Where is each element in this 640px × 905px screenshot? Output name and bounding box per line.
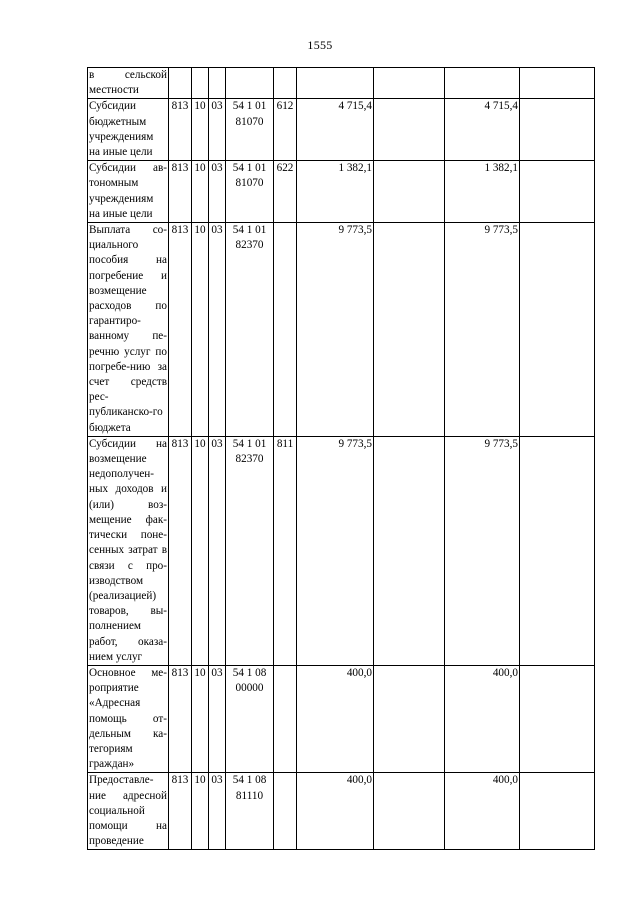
section-code-cell: 10: [192, 161, 209, 223]
section-code-cell: 10: [192, 223, 209, 437]
total-amount-cell: 9 773,5: [297, 436, 374, 665]
row-name-cell: Субсидии на возмещение недополучен-ных доходов и (или) воз-мещение фак-тически поне-сенных затрат в связи с про-изводством (реализацией) товаров, вы-полнением работ, оказа-нием услуг: [88, 436, 169, 665]
expense-type-cell: [274, 773, 297, 850]
row-name-cell: Выплата со-циального пособия на погребение и возмещение расходов по гарантиро-ванному пе-речню услуг по погребе-нию за счет средств рес-публиканско-го бюджета: [88, 223, 169, 437]
target-article-cell: [226, 68, 274, 99]
budget-table: [87, 67, 595, 850]
section-code-cell: 10: [192, 436, 209, 665]
table-row: [88, 773, 595, 850]
row-name-cell: Субсидии ав-тономным учреждениям на иные цели: [88, 161, 169, 223]
table-row: [88, 223, 595, 437]
expense-type-cell: 811: [274, 436, 297, 665]
ministry-code-cell: 813: [169, 99, 192, 161]
amount-cell: [374, 99, 445, 161]
ministry-code-cell: 813: [169, 436, 192, 665]
amount-cell: 400,0: [445, 665, 520, 772]
target-article-cell: 54 1 01 82370: [226, 436, 274, 665]
amount-cell: [520, 161, 595, 223]
expense-type-cell: [274, 223, 297, 437]
section-code-cell: [192, 68, 209, 99]
amount-cell: [520, 773, 595, 850]
row-name-cell: Субсидии бюджетным учреждениям на иные цели: [88, 99, 169, 161]
target-article-cell: 54 1 08 00000: [226, 665, 274, 772]
subsection-code-cell: 03: [209, 99, 226, 161]
amount-cell: 9 773,5: [445, 223, 520, 437]
table-row: [88, 665, 595, 772]
total-amount-cell: 9 773,5: [297, 223, 374, 437]
target-article-cell: 54 1 01 82370: [226, 223, 274, 437]
ministry-code-cell: 813: [169, 773, 192, 850]
total-amount-cell: 400,0: [297, 665, 374, 772]
expense-type-cell: [274, 68, 297, 99]
amount-cell: [520, 665, 595, 772]
ministry-code-cell: 813: [169, 665, 192, 772]
subsection-code-cell: 03: [209, 665, 226, 772]
amount-cell: [374, 665, 445, 772]
ministry-code-cell: 813: [169, 161, 192, 223]
expense-type-cell: 622: [274, 161, 297, 223]
subsection-code-cell: 03: [209, 436, 226, 665]
subsection-code-cell: 03: [209, 773, 226, 850]
total-amount-cell: [297, 68, 374, 99]
row-name-cell: в сельской местности: [88, 68, 169, 99]
total-amount-cell: 4 715,4: [297, 99, 374, 161]
amount-cell: [374, 161, 445, 223]
subsection-code-cell: 03: [209, 223, 226, 437]
amount-cell: [520, 99, 595, 161]
subsection-code-cell: 03: [209, 161, 226, 223]
amount-cell: [374, 68, 445, 99]
target-article-cell: 54 1 08 81110: [226, 773, 274, 850]
amount-cell: 1 382,1: [445, 161, 520, 223]
ministry-code-cell: 813: [169, 223, 192, 437]
amount-cell: [374, 223, 445, 437]
amount-cell: 4 715,4: [445, 99, 520, 161]
subsection-code-cell: [209, 68, 226, 99]
table-row: [88, 68, 595, 99]
row-name-cell: Предоставле-ние адресной социальной помощи на проведение: [88, 773, 169, 850]
amount-cell: [374, 436, 445, 665]
target-article-cell: 54 1 01 81070: [226, 161, 274, 223]
ministry-code-cell: [169, 68, 192, 99]
amount-cell: [520, 68, 595, 99]
section-code-cell: 10: [192, 773, 209, 850]
total-amount-cell: 1 382,1: [297, 161, 374, 223]
row-name-cell: Основное ме-роприятие «Адресная помощь от-дельным ка-тегориям граждан»: [88, 665, 169, 772]
table-row: [88, 436, 595, 665]
amount-cell: 400,0: [445, 773, 520, 850]
amount-cell: [520, 436, 595, 665]
amount-cell: [520, 223, 595, 437]
amount-cell: 9 773,5: [445, 436, 520, 665]
total-amount-cell: 400,0: [297, 773, 374, 850]
section-code-cell: 10: [192, 665, 209, 772]
amount-cell: [445, 68, 520, 99]
target-article-cell: 54 1 01 81070: [226, 99, 274, 161]
expense-type-cell: 612: [274, 99, 297, 161]
expense-type-cell: [274, 665, 297, 772]
table-row: [88, 161, 595, 223]
section-code-cell: 10: [192, 99, 209, 161]
table-row: [88, 99, 595, 161]
amount-cell: [374, 773, 445, 850]
page-number: 1555: [307, 38, 333, 52]
